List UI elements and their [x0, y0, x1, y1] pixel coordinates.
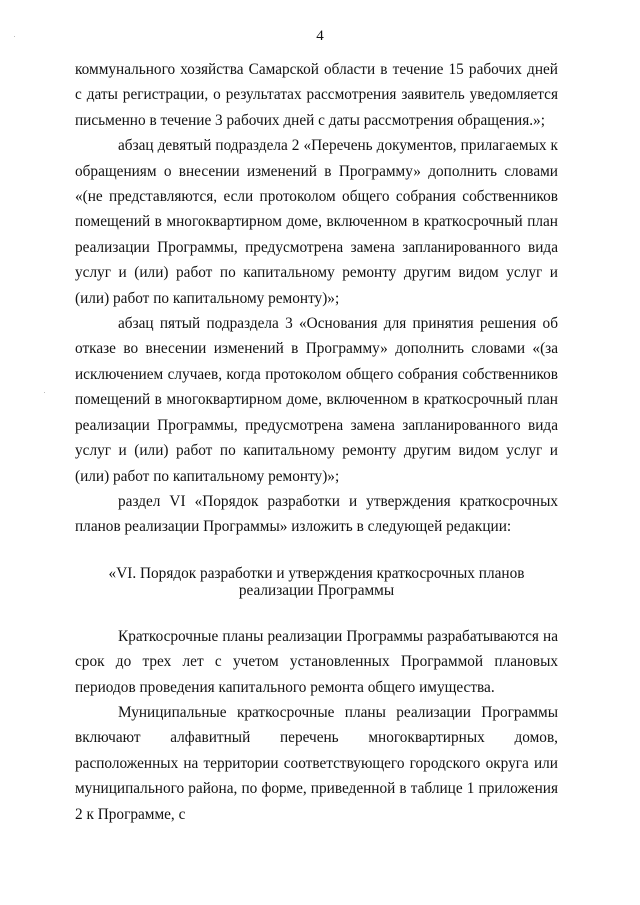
paragraph-section-vi-intro: раздел VI «Порядок разработки и утверждения краткосрочных планов реализации Программы» изложить в следующей редакции:: [75, 492, 558, 536]
paragraph-municipal-plans: Муниципальные краткосрочные планы реализации Программы включают алфавитный перечень многоквартирных домов, расположенных на территории соответствующего городского округа или муниципального района, по форме, приведенной в таблице 1 приложения 2 к Программе, с: [75, 703, 558, 823]
section-heading: [75, 565, 558, 599]
section-heading-line-1: «VI. Порядок разработки и утверждения краткосрочных планов: [108, 564, 525, 582]
paragraph-short-term-plans: Краткосрочные планы реализации Программы разрабатываются на срок до трех лет с учетом установленных Программой плановых периодов проведения капитального ремонта общего имущества.: [75, 627, 558, 696]
page-number: 4: [316, 28, 324, 44]
scan-speck: [44, 392, 45, 393]
section-heading-line-2: реализации Программы: [238, 581, 395, 599]
paragraph-amendment-subsection-3: абзац пятый подраздела 3 «Основания для принятия решения об отказе во внесении изменений в Программу» дополнить словами «(за исключением случаев, когда протоколом общего собрания собственников помещений в многоквартирном доме, включенном в краткосрочный план реализации Программы, предусмотрена замена запланированного вида услуг и (или) работ по капитальному ремонту другим видом услуг и (или) работ по капитальному ремонту)»;: [75, 315, 558, 485]
paragraph-continuation: коммунального хозяйства Самарской области в течение 15 рабочих дней с даты регистрации, о результатах рассмотрения заявитель уведомляется письменно в течение 3 рабочих дней с даты рассмотрения обращения.»;: [75, 61, 558, 129]
document-body: [75, 57, 558, 827]
paragraph-amendment-subsection-2: абзац девятый подраздела 2 «Перечень документов, прилагаемых к обращениям о внесении изменений в Программу» дополнить словами «(не представляются, если протоколом общего собрания собственников помещений в многоквартирном доме, включенном в краткосрочный план реализации Программы, предусмотрена замена запланированного вида услуг и (или) работ по капитальному ремонту другим видом услуг и (или) работ по капитальному ремонту)»;: [75, 137, 558, 307]
scan-speck: [14, 36, 15, 37]
